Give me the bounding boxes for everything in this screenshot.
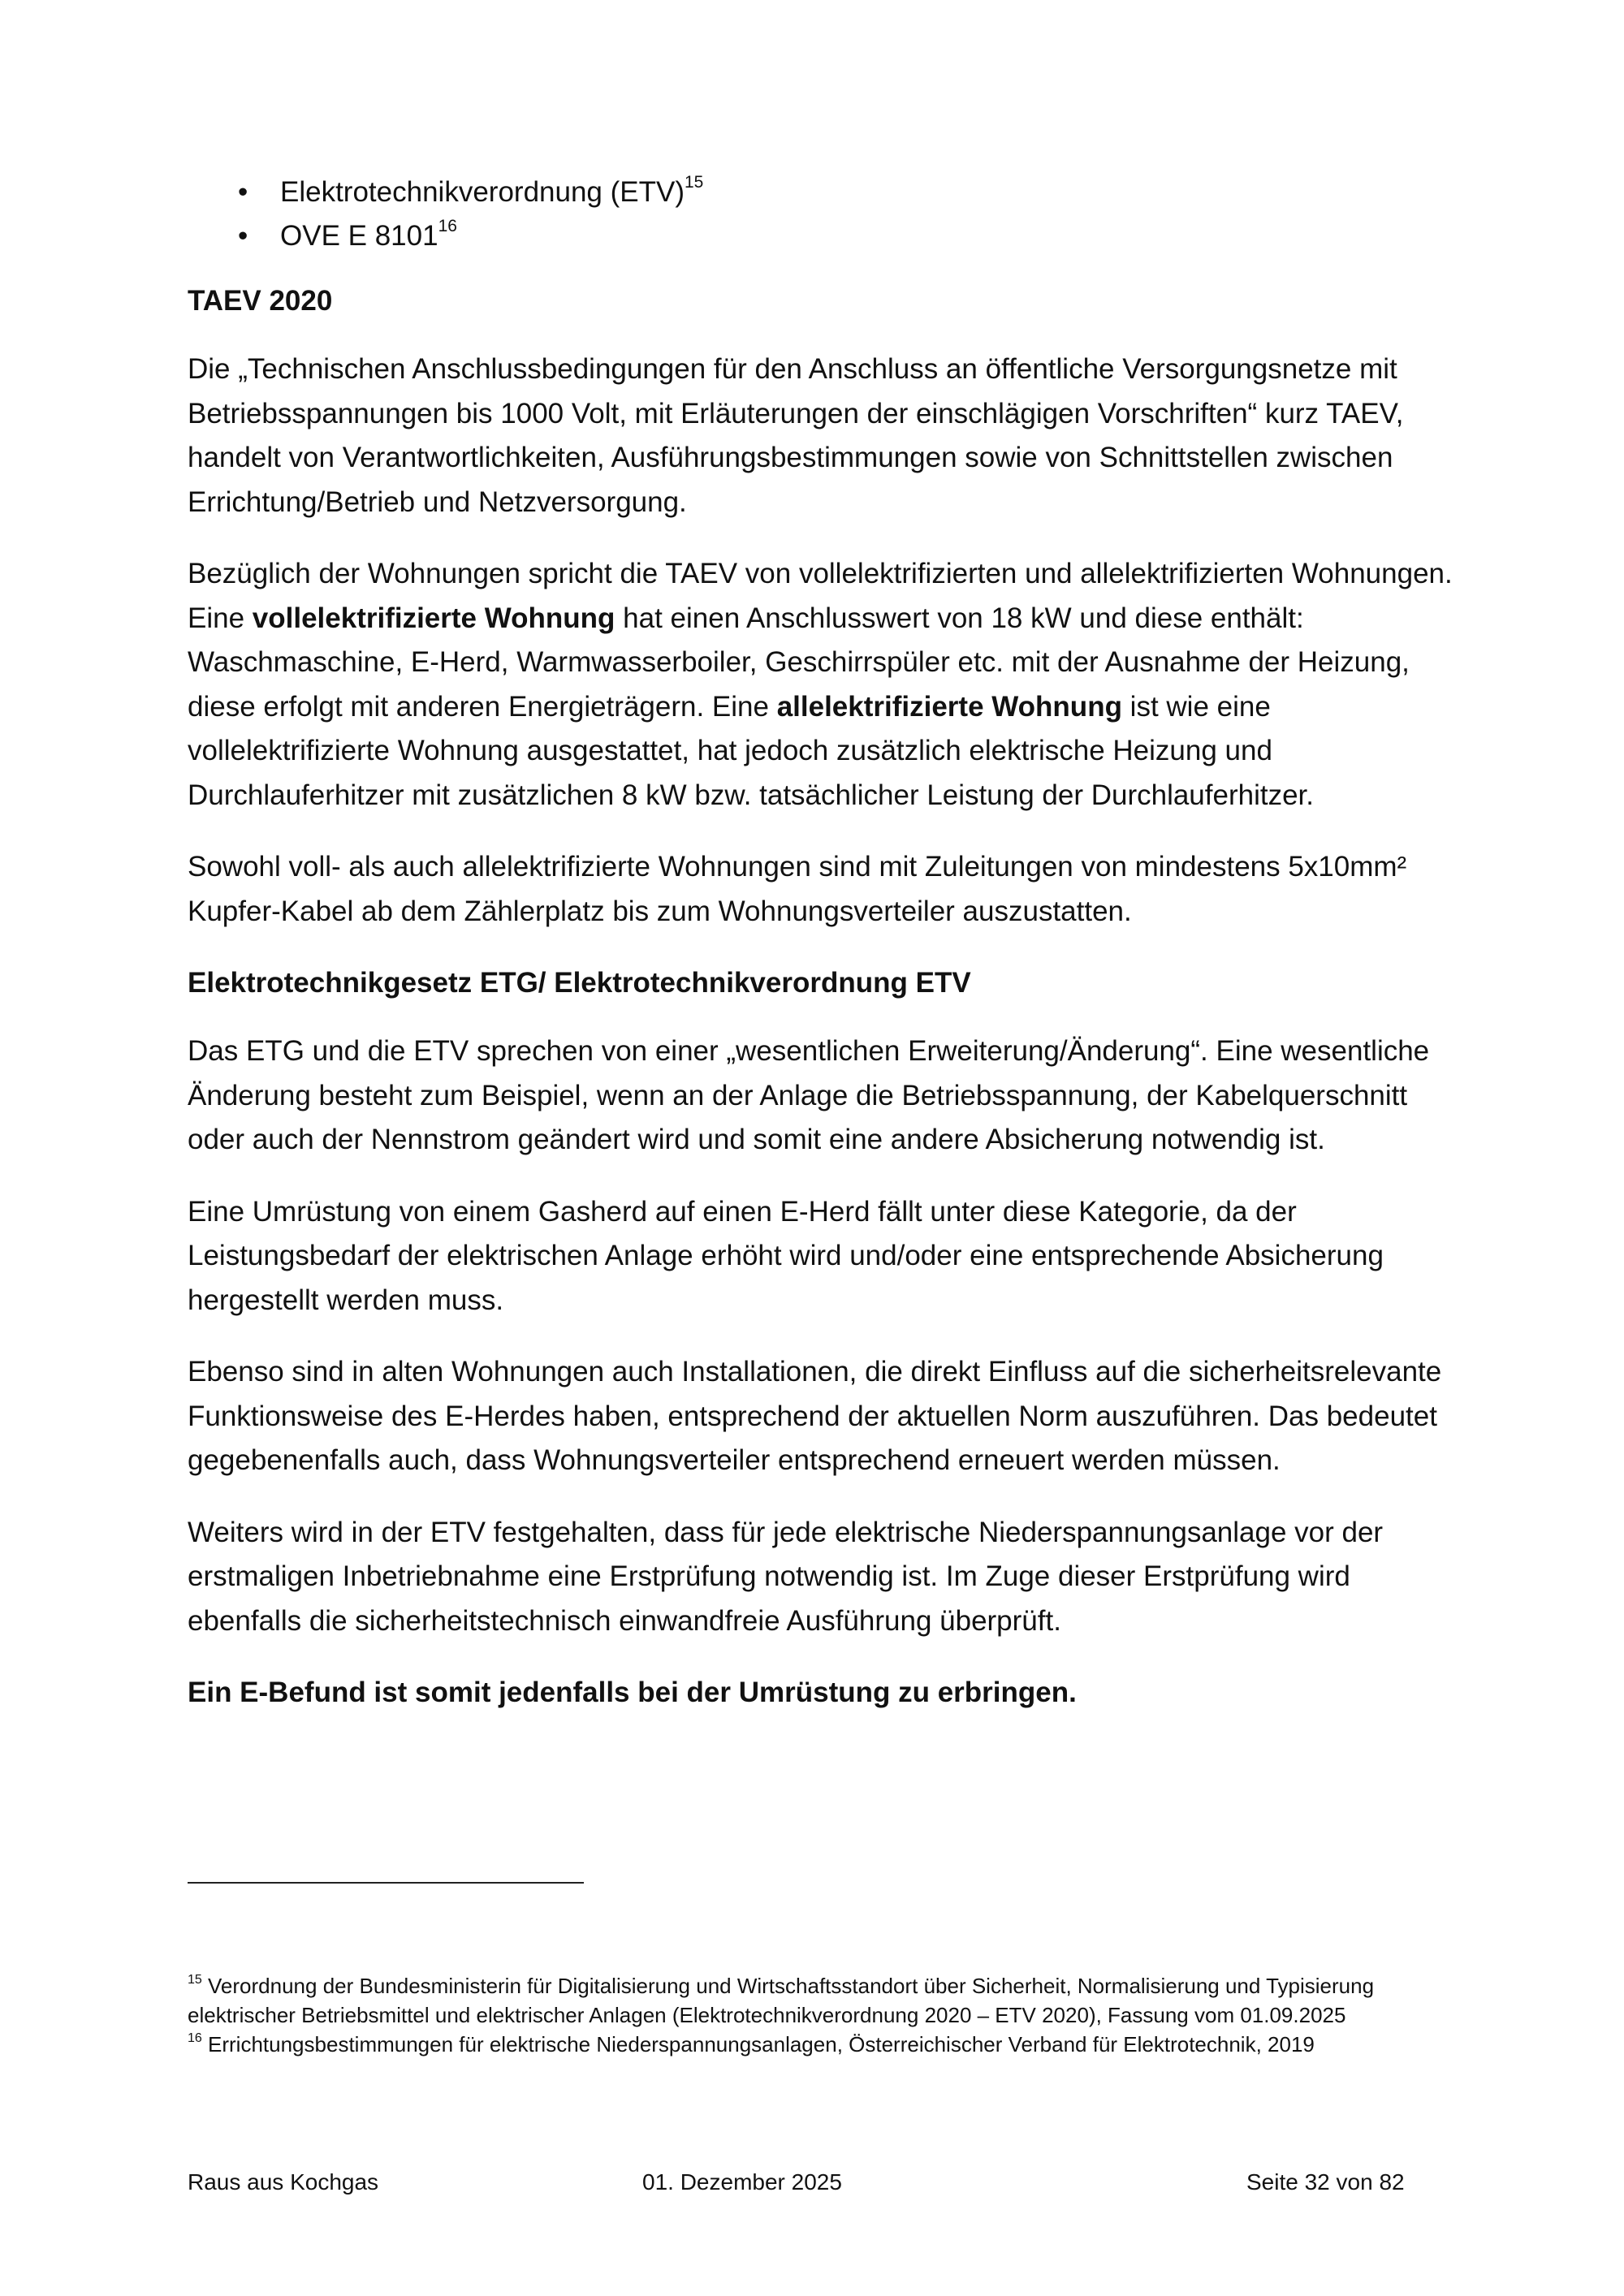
bullet-icon: •: [238, 220, 248, 252]
footer-date: 01. Dezember 2025: [642, 2169, 842, 2195]
page-body: [188, 170, 1454, 1715]
footnote-text: Errichtungsbestimmungen für elektrische Niederspannungsanlagen, Österreichischer Verband für Elektrotechnik, 2019: [201, 2032, 1315, 2056]
paragraph-taev-definition: Die „Technischen Anschlussbedingungen für den Anschluss an öffentliche Versorgungsnetze mit Betriebsspannungen bis 1000 Volt, mit Erläuterungen der einschlägigen Vorschriften“ kurz TAEV, handelt von Verantwortlichkeiten, Ausführungsbestimmungen sowie von Schnittstellen zwischen Errichtung/Betrieb und Netzversorgung.: [188, 353, 1404, 518]
footnote: [188, 2030, 1454, 2059]
footer-document-title: Raus aus Kochgas: [188, 2169, 379, 2195]
paragraph-etg-erweiterung: Das ETG und die ETV sprechen von einer „wesentlichen Erweiterung/Änderung“. Eine wesentliche Änderung besteht zum Beispiel, wenn an der Anlage die Betriebsspannung, der Kabelquerschnitt oder auch der Nennstrom geändert wird und somit eine andere Absicherung notwendig ist.: [188, 1035, 1430, 1155]
paragraph-taev-wohnungen: [188, 552, 1454, 818]
paragraph-etg-erstpruefung: Weiters wird in der ETV festgehalten, dass für jede elektrische Niederspannungsanlage vor der erstmaligen Inbetriebnahme eine Erstprüfung notwendig ist. Im Zuge dieser Erstprüfung wird ebenfalls die sicherheitstechnisch einwandfreie Ausführung überprüft.: [188, 1516, 1384, 1637]
section-heading-taev: TAEV 2020: [188, 285, 333, 317]
footnotes: [188, 1971, 1454, 2059]
section-heading-etg: Elektrotechnikgesetz ETG/ Elektrotechnikverordnung ETV: [188, 967, 971, 999]
list-item-text: OVE E 8101: [280, 220, 438, 252]
bold-term-vollelektrifiziert: vollelektrifizierte Wohnung: [252, 602, 615, 634]
footer-page-number: Seite 32 von 82: [1246, 2169, 1405, 2195]
list-item: [188, 170, 1454, 214]
footnote: [188, 1971, 1454, 2030]
list-item: [188, 214, 1454, 258]
paragraph-text: hat einen Anschlusswert von 18 kW und diese enthält: Waschmaschine, E-Herd, Warmwasserboiler, Geschirrspüler etc. mit der Ausnahme der Heizung, diese erfolgt mit anderen Energieträgern. Eine: [188, 602, 1410, 723]
bold-term-allelektrifiziert: allelektrifizierte Wohnung: [776, 690, 1122, 723]
footnote-number: 16: [188, 2031, 202, 2046]
paragraph-text: Bezüglich der Wohnungen spricht die TAEV von vollelektrifizierten und allelektrifizierten Wohnungen. Eine: [188, 558, 1453, 634]
paragraph-etg-installationen: Ebenso sind in alten Wohnungen auch Installationen, die direkt Einfluss auf die sicherheitsrelevante Funktionsweise des E-Herdes haben, entsprechend der aktuellen Norm auszuführen. Das bedeutet gegebenenfalls auch, dass Wohnungsverteiler entsprechend erneuert werden müssen.: [188, 1356, 1442, 1476]
paragraph-etg-umruestung: Eine Umrüstung von einem Gasherd auf einen E-Herd fällt unter diese Kategorie, da der Leistungsbedarf der elektrischen Anlage erhöht wird und/oder eine entsprechende Absicherung hergestellt werden muss.: [188, 1195, 1384, 1316]
conclusion: Ein E-Befund ist somit jedenfalls bei der Umrüstung zu erbringen.: [188, 1677, 1077, 1708]
list-item-text: Elektrotechnikverordnung (ETV): [280, 176, 685, 208]
footnote-reference[interactable]: 16: [438, 217, 457, 236]
bullet-icon: •: [238, 176, 248, 208]
footnote-divider: [188, 1882, 584, 1884]
footnote-number: 15: [188, 1973, 202, 1987]
bullet-list: [188, 170, 1454, 258]
footnote-text: Verordnung der Bundesministerin für Digitalisierung und Wirtschaftsstandort über Sicherheit, Normalisierung und Typisierung elektrischer Betriebsmittel und elektrischer Anlagen (Elektrotechnikverordnung 2020 – ETV 2020), Fassung vom 01.09.2025: [188, 1974, 1375, 2027]
paragraph-text: ist wie eine vollelektrifizierte Wohnung ausgestattet, hat jedoch zusätzlich elektrische Heizung und Durchlauferhitzer mit zusätzlichen 8 kW bzw. tatsächlicher Leistung der Durchlauferhitzer.: [188, 690, 1314, 811]
footnote-reference[interactable]: 15: [685, 173, 704, 192]
paragraph-taev-zuleitungen: Sowohl voll- als auch allelektrifizierte Wohnungen sind mit Zuleitungen von mindestens 5x10mm² Kupfer-Kabel ab dem Zählerplatz bis zum Wohnungsverteiler auszustatten.: [188, 851, 1407, 927]
